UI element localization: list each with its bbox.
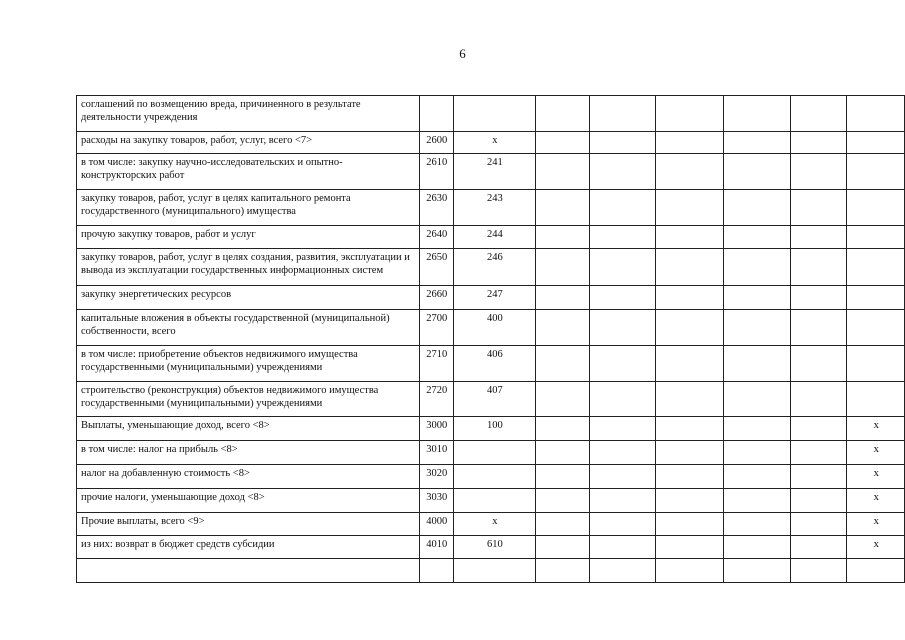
row-code: 2630 — [420, 190, 454, 226]
row-kbk: 406 — [454, 346, 535, 382]
row-last — [847, 310, 905, 346]
table-row — [77, 154, 905, 190]
row-last — [847, 382, 905, 417]
page-number: 6 — [459, 46, 466, 61]
row-kbk — [454, 96, 535, 132]
value-cell — [535, 190, 589, 226]
value-cell — [790, 310, 846, 346]
value-cell — [790, 513, 846, 536]
value-cell — [723, 286, 790, 310]
row-code: 3010 — [420, 441, 454, 465]
value-cell — [790, 96, 846, 132]
table-row — [77, 417, 905, 441]
row-kbk — [454, 465, 535, 489]
value-cell — [790, 249, 846, 286]
row-kbk: 407 — [454, 382, 535, 417]
value-cell — [535, 559, 589, 583]
row-kbk: 241 — [454, 154, 535, 190]
row-kbk — [454, 441, 535, 465]
row-last — [847, 154, 905, 190]
row-name: из них: возврат в бюджет средств субсидии — [77, 536, 420, 559]
value-cell — [589, 465, 655, 489]
row-code: 4010 — [420, 536, 454, 559]
row-kbk: 244 — [454, 226, 535, 249]
value-cell — [535, 154, 589, 190]
value-cell — [723, 226, 790, 249]
value-cell — [723, 132, 790, 154]
row-code — [420, 96, 454, 132]
row-name: в том числе: закупку научно-исследовательских и опытно-конструкторских работ — [77, 154, 420, 190]
value-cell — [535, 226, 589, 249]
value-cell — [790, 382, 846, 417]
table-row — [77, 190, 905, 226]
value-cell — [656, 226, 723, 249]
row-code: 3020 — [420, 465, 454, 489]
value-cell — [723, 417, 790, 441]
row-code: 2710 — [420, 346, 454, 382]
row-kbk: 243 — [454, 190, 535, 226]
row-last: x — [847, 536, 905, 559]
value-cell — [656, 346, 723, 382]
value-cell — [656, 559, 723, 583]
row-name: строительство (реконструкция) объектов недвижимого имущества государственными (муниципальными) учреждениями — [77, 382, 420, 417]
value-cell — [656, 286, 723, 310]
row-last: x — [847, 441, 905, 465]
value-cell — [790, 536, 846, 559]
value-cell — [589, 489, 655, 513]
value-cell — [535, 536, 589, 559]
row-kbk — [454, 559, 535, 583]
value-cell — [723, 559, 790, 583]
value-cell — [589, 249, 655, 286]
value-cell — [535, 310, 589, 346]
value-cell — [723, 382, 790, 417]
row-name — [77, 559, 420, 583]
value-cell — [656, 154, 723, 190]
table-row — [77, 249, 905, 286]
value-cell — [656, 536, 723, 559]
row-code: 2700 — [420, 310, 454, 346]
value-cell — [535, 132, 589, 154]
row-code — [420, 559, 454, 583]
row-last — [847, 559, 905, 583]
value-cell — [535, 441, 589, 465]
value-cell — [790, 559, 846, 583]
row-code: 2650 — [420, 249, 454, 286]
row-name: соглашений по возмещению вреда, причиненного в результате деятельности учреждения — [77, 96, 420, 132]
value-cell — [656, 190, 723, 226]
value-cell — [790, 417, 846, 441]
row-name: в том числе: приобретение объектов недвижимого имущества государственными (муниципальными) учреждениями — [77, 346, 420, 382]
value-cell — [589, 417, 655, 441]
row-name: закупку товаров, работ, услуг в целях капитального ремонта государственного (муниципального) имущества — [77, 190, 420, 226]
value-cell — [723, 489, 790, 513]
table-row — [77, 489, 905, 513]
value-cell — [589, 132, 655, 154]
table-row — [77, 310, 905, 346]
row-kbk: 610 — [454, 536, 535, 559]
value-cell — [535, 286, 589, 310]
table-row — [77, 96, 905, 132]
row-last — [847, 226, 905, 249]
row-last: x — [847, 417, 905, 441]
row-code: 2640 — [420, 226, 454, 249]
value-cell — [656, 417, 723, 441]
row-name: капитальные вложения в объекты государственной (муниципальной) собственности, всего — [77, 310, 420, 346]
row-last: x — [847, 513, 905, 536]
table-row — [77, 441, 905, 465]
row-code: 4000 — [420, 513, 454, 536]
row-code: 2610 — [420, 154, 454, 190]
row-kbk — [454, 489, 535, 513]
value-cell — [535, 346, 589, 382]
table-row — [77, 465, 905, 489]
value-cell — [656, 465, 723, 489]
table-row — [77, 536, 905, 559]
row-name: прочую закупку товаров, работ и услуг — [77, 226, 420, 249]
row-last — [847, 96, 905, 132]
value-cell — [656, 441, 723, 465]
value-cell — [589, 346, 655, 382]
value-cell — [723, 154, 790, 190]
row-kbk: 100 — [454, 417, 535, 441]
row-last — [847, 190, 905, 226]
value-cell — [589, 441, 655, 465]
value-cell — [589, 96, 655, 132]
table-row — [77, 226, 905, 249]
row-name: налог на добавленную стоимость <8> — [77, 465, 420, 489]
row-name: прочие налоги, уменьшающие доход <8> — [77, 489, 420, 513]
row-last: x — [847, 465, 905, 489]
row-kbk: 400 — [454, 310, 535, 346]
financial-plan-table — [76, 95, 905, 583]
value-cell — [656, 513, 723, 536]
row-kbk: 246 — [454, 249, 535, 286]
value-cell — [790, 190, 846, 226]
value-cell — [535, 249, 589, 286]
row-kbk: x — [454, 132, 535, 154]
value-cell — [723, 346, 790, 382]
row-code: 2600 — [420, 132, 454, 154]
value-cell — [535, 489, 589, 513]
row-name: расходы на закупку товаров, работ, услуг, всего <7> — [77, 132, 420, 154]
row-last: x — [847, 489, 905, 513]
row-name: закупку товаров, работ, услуг в целях создания, развития, эксплуатации и вывода из эксплуатации государственных информационных систем — [77, 249, 420, 286]
value-cell — [589, 310, 655, 346]
row-code: 3000 — [420, 417, 454, 441]
value-cell — [723, 441, 790, 465]
value-cell — [656, 382, 723, 417]
value-cell — [723, 249, 790, 286]
value-cell — [723, 536, 790, 559]
value-cell — [589, 513, 655, 536]
row-kbk: 247 — [454, 286, 535, 310]
table-body — [77, 96, 905, 583]
value-cell — [723, 190, 790, 226]
value-cell — [790, 465, 846, 489]
value-cell — [656, 96, 723, 132]
row-kbk: x — [454, 513, 535, 536]
value-cell — [790, 226, 846, 249]
value-cell — [656, 310, 723, 346]
row-code: 2660 — [420, 286, 454, 310]
row-last — [847, 286, 905, 310]
row-name: Прочие выплаты, всего <9> — [77, 513, 420, 536]
value-cell — [589, 190, 655, 226]
value-cell — [790, 132, 846, 154]
value-cell — [535, 513, 589, 536]
row-last — [847, 132, 905, 154]
row-name: в том числе: налог на прибыль <8> — [77, 441, 420, 465]
value-cell — [589, 559, 655, 583]
row-last — [847, 249, 905, 286]
value-cell — [535, 465, 589, 489]
value-cell — [723, 310, 790, 346]
value-cell — [535, 96, 589, 132]
value-cell — [656, 132, 723, 154]
value-cell — [589, 286, 655, 310]
value-cell — [790, 286, 846, 310]
value-cell — [790, 346, 846, 382]
value-cell — [656, 489, 723, 513]
table-row — [77, 346, 905, 382]
value-cell — [589, 382, 655, 417]
value-cell — [723, 465, 790, 489]
value-cell — [535, 382, 589, 417]
row-code: 3030 — [420, 489, 454, 513]
table-row — [77, 132, 905, 154]
row-name: Выплаты, уменьшающие доход, всего <8> — [77, 417, 420, 441]
value-cell — [589, 226, 655, 249]
row-code: 2720 — [420, 382, 454, 417]
value-cell — [589, 536, 655, 559]
table-row — [77, 382, 905, 417]
value-cell — [589, 154, 655, 190]
row-last — [847, 346, 905, 382]
value-cell — [656, 249, 723, 286]
value-cell — [723, 96, 790, 132]
value-cell — [790, 489, 846, 513]
table-row — [77, 513, 905, 536]
table-row — [77, 286, 905, 310]
value-cell — [535, 417, 589, 441]
value-cell — [723, 513, 790, 536]
table-row — [77, 559, 905, 583]
value-cell — [790, 154, 846, 190]
value-cell — [790, 441, 846, 465]
row-name: закупку энергетических ресурсов — [77, 286, 420, 310]
